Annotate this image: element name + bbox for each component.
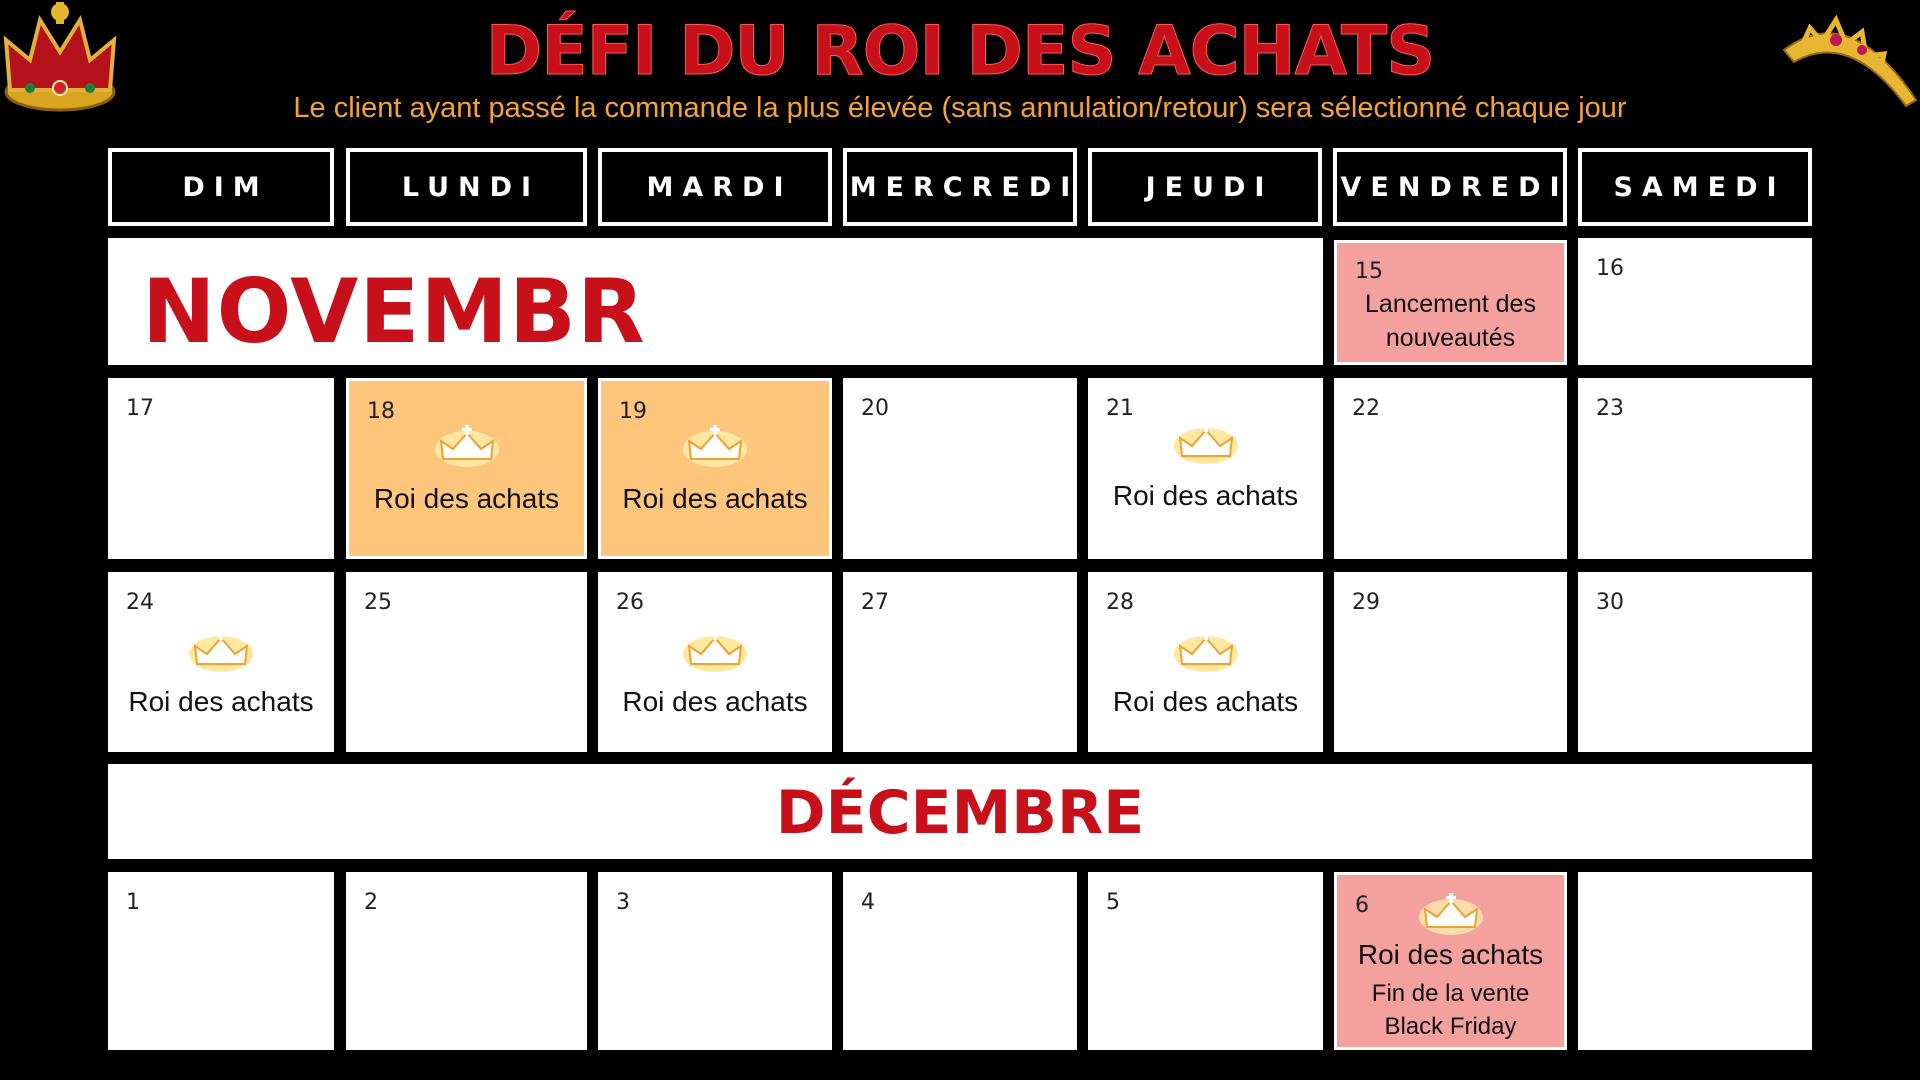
page-title: DÉFI DU ROI DES ACHATS [485, 12, 1435, 91]
day-16[interactable] [1578, 238, 1812, 365]
day-21[interactable] [1088, 378, 1323, 559]
day-2[interactable] [346, 872, 587, 1050]
month-title-november: NOVEMBR [142, 260, 646, 363]
december-banner [108, 764, 1812, 859]
day-number: 28 [1106, 590, 1134, 615]
day-number: 19 [619, 399, 647, 424]
day-number: 18 [367, 399, 395, 424]
day-number: 17 [126, 396, 154, 421]
event-label: Roi des achats [1357, 939, 1544, 970]
crown-icon [681, 628, 749, 674]
day-24[interactable] [108, 572, 334, 752]
day-5[interactable] [1088, 872, 1323, 1050]
day-20[interactable] [843, 378, 1077, 559]
day-note: Lancement des [1365, 290, 1536, 318]
day-number: 6 [1355, 893, 1369, 918]
weekday-header-mardi: MARDI [598, 148, 832, 226]
day-note: Fin de la vente [1371, 980, 1530, 1007]
event-label: Roi des achats [622, 686, 808, 717]
day-number: 16 [1596, 256, 1624, 281]
crown-icon [681, 423, 749, 469]
day-number: 20 [861, 396, 889, 421]
day-number: 29 [1352, 590, 1380, 615]
event-label: Roi des achats [622, 483, 808, 514]
crown-icon [1172, 628, 1240, 674]
day-number: 1 [126, 890, 140, 915]
day-note: nouveautés [1385, 324, 1516, 352]
day-number: 2 [364, 890, 378, 915]
weekday-header-samedi: SAMEDI [1578, 148, 1812, 226]
day-number: 3 [616, 890, 630, 915]
crown-icon [187, 628, 255, 674]
day-25[interactable] [346, 572, 587, 752]
day-number: 26 [616, 590, 644, 615]
day-28[interactable] [1088, 572, 1323, 752]
weekday-header-dim: DIM [108, 148, 334, 226]
day-23[interactable] [1578, 378, 1812, 559]
day-6[interactable] [1334, 872, 1567, 1050]
day-number: 21 [1106, 396, 1134, 421]
day-22[interactable] [1334, 378, 1567, 559]
day-number: 25 [364, 590, 392, 615]
crown-icon [433, 423, 501, 469]
day-number: 24 [126, 590, 154, 615]
day-18[interactable] [346, 378, 587, 559]
day-19[interactable] [598, 378, 832, 559]
day-1[interactable] [108, 872, 334, 1050]
day-15[interactable] [1334, 240, 1567, 365]
day-note: Black Friday [1384, 1013, 1517, 1040]
weekday-header-vendredi: VENDREDI [1333, 148, 1567, 226]
day-number: 27 [861, 590, 889, 615]
weekday-header-mercredi: MERCREDI [843, 148, 1077, 226]
day-27[interactable] [843, 572, 1077, 752]
month-title-december: DÉCEMBRE [775, 778, 1145, 848]
day-3[interactable] [598, 872, 832, 1050]
day-number: 5 [1106, 890, 1120, 915]
event-label: Roi des achats [373, 483, 560, 514]
day-number: 15 [1355, 259, 1383, 284]
crown-icon [1172, 420, 1240, 466]
weekday-header-jeudi: JEUDI [1088, 148, 1322, 226]
day-number: 4 [861, 890, 875, 915]
event-label: Roi des achats [1112, 686, 1299, 717]
page-subtitle: Le client ayant passé la commande la plus élevée (sans annulation/retour) sera sélectionné chaque jour [293, 92, 1627, 124]
event-label: Roi des achats [128, 686, 314, 717]
november-banner [108, 238, 1323, 365]
crown-icon [1417, 891, 1485, 937]
day-26[interactable] [598, 572, 832, 752]
day-4[interactable] [843, 872, 1077, 1050]
day-number: 23 [1596, 396, 1624, 421]
event-label: Roi des achats [1112, 480, 1299, 511]
day-17[interactable] [108, 378, 334, 559]
weekday-header-lundi: LUNDI [346, 148, 587, 226]
day-29[interactable] [1334, 572, 1567, 752]
day-empty [1578, 872, 1812, 1050]
day-number: 22 [1352, 396, 1380, 421]
day-number: 30 [1596, 590, 1624, 615]
day-30[interactable] [1578, 572, 1812, 752]
